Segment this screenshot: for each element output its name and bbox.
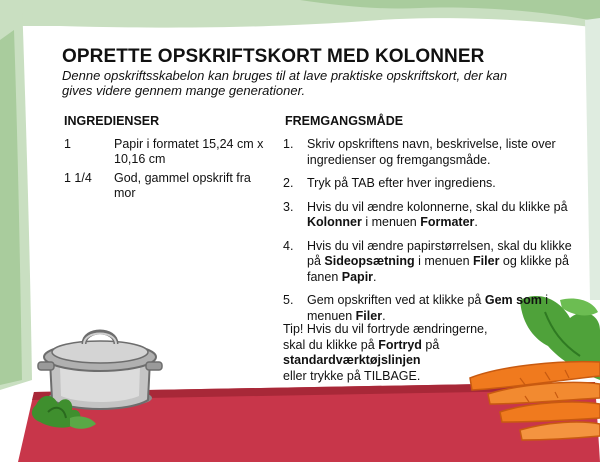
emphasis-text: standardværktøjslinjen: [283, 353, 421, 367]
ingredient-list: [64, 137, 264, 205]
step-item: [283, 239, 583, 286]
emphasis-text: Fortryd: [378, 337, 422, 352]
cooking-pot-icon: [38, 332, 162, 409]
step-text: [307, 200, 583, 231]
step-list: [283, 137, 583, 332]
emphasis-text: Gem som: [484, 293, 542, 307]
step-number: 2.: [283, 176, 294, 190]
frame-right-strip: [585, 18, 600, 300]
step-number: 3.: [283, 199, 294, 214]
tip-box: [283, 322, 503, 384]
step-number: 1.: [283, 137, 294, 151]
ingredient-row: [64, 171, 264, 201]
emphasis-text: Kolonner: [307, 215, 362, 229]
page-subtitle: Denne opskriftsskabelon kan bruges til at lave praktiske opskriftskort, der kan gives videre gennem mange generationer.: [62, 68, 508, 98]
emphasis-text: Filer: [473, 254, 500, 268]
text-run: Tip! Hvis du vil fortryde ændringerne,: [283, 322, 488, 336]
step-item: [283, 293, 583, 324]
step-text: [307, 293, 583, 324]
text-run: Gem opskriften ved at klikke på: [307, 293, 485, 307]
step-number: 5.: [283, 293, 294, 307]
text-run: i menuen: [414, 254, 474, 268]
ingredients-heading: INGREDIENSER: [64, 114, 160, 128]
text-run: på: [421, 337, 440, 352]
text-run: .: [382, 308, 386, 323]
step-text: [307, 239, 583, 286]
ingredient-description: Papir i formatet 15,24 cm x 10,16 cm: [114, 137, 264, 166]
text-run: .: [373, 269, 377, 284]
step-text: [307, 176, 583, 192]
text-run: Tryk på TAB efter hver ingrediens.: [307, 176, 496, 190]
text-run: i menuen: [361, 215, 421, 229]
text-run: Hvis du vil ændre kolonnerne, skal du klikke på: [307, 199, 568, 214]
step-text: [307, 137, 583, 168]
tip-line: [283, 353, 503, 369]
ingredient-description: God, gammel opskrift fra mor: [114, 171, 251, 200]
text-run: i menuen: [307, 293, 549, 323]
text-run: skal du klikke på: [283, 337, 379, 352]
text-run: Skriv opskriftens navn, beskrivelse, liste over ingredienser og fremgangsmåde.: [307, 137, 556, 167]
tip-line: [283, 369, 503, 385]
page-title: OPRETTE OPSKRIFTSKORT MED KOLONNER: [62, 46, 485, 67]
emphasis-text: Formater: [420, 215, 475, 229]
ingredient-quantity: 1 1/4: [64, 171, 92, 185]
tip-line: [283, 322, 503, 338]
emphasis-text: Sideopsætning: [324, 254, 415, 268]
emphasis-text: Filer: [355, 308, 383, 323]
text-run: og klikke på fanen: [307, 254, 569, 284]
text-run: eller trykke på TILBAGE.: [283, 368, 421, 383]
emphasis-text: Papir: [341, 269, 374, 284]
ingredient-quantity: 1: [64, 137, 71, 151]
step-item: [283, 137, 583, 168]
text-run: .: [474, 215, 478, 229]
ingredient-row: [64, 137, 264, 167]
steps-heading: FREMGANGSMÅDE: [285, 114, 404, 128]
step-number: 4.: [283, 238, 294, 253]
tip-line: [283, 338, 503, 354]
step-item: [283, 200, 583, 231]
text-run: Hvis du vil ændre papirstørrelsen, skal du klikke på: [307, 238, 572, 268]
step-item: [283, 176, 583, 192]
